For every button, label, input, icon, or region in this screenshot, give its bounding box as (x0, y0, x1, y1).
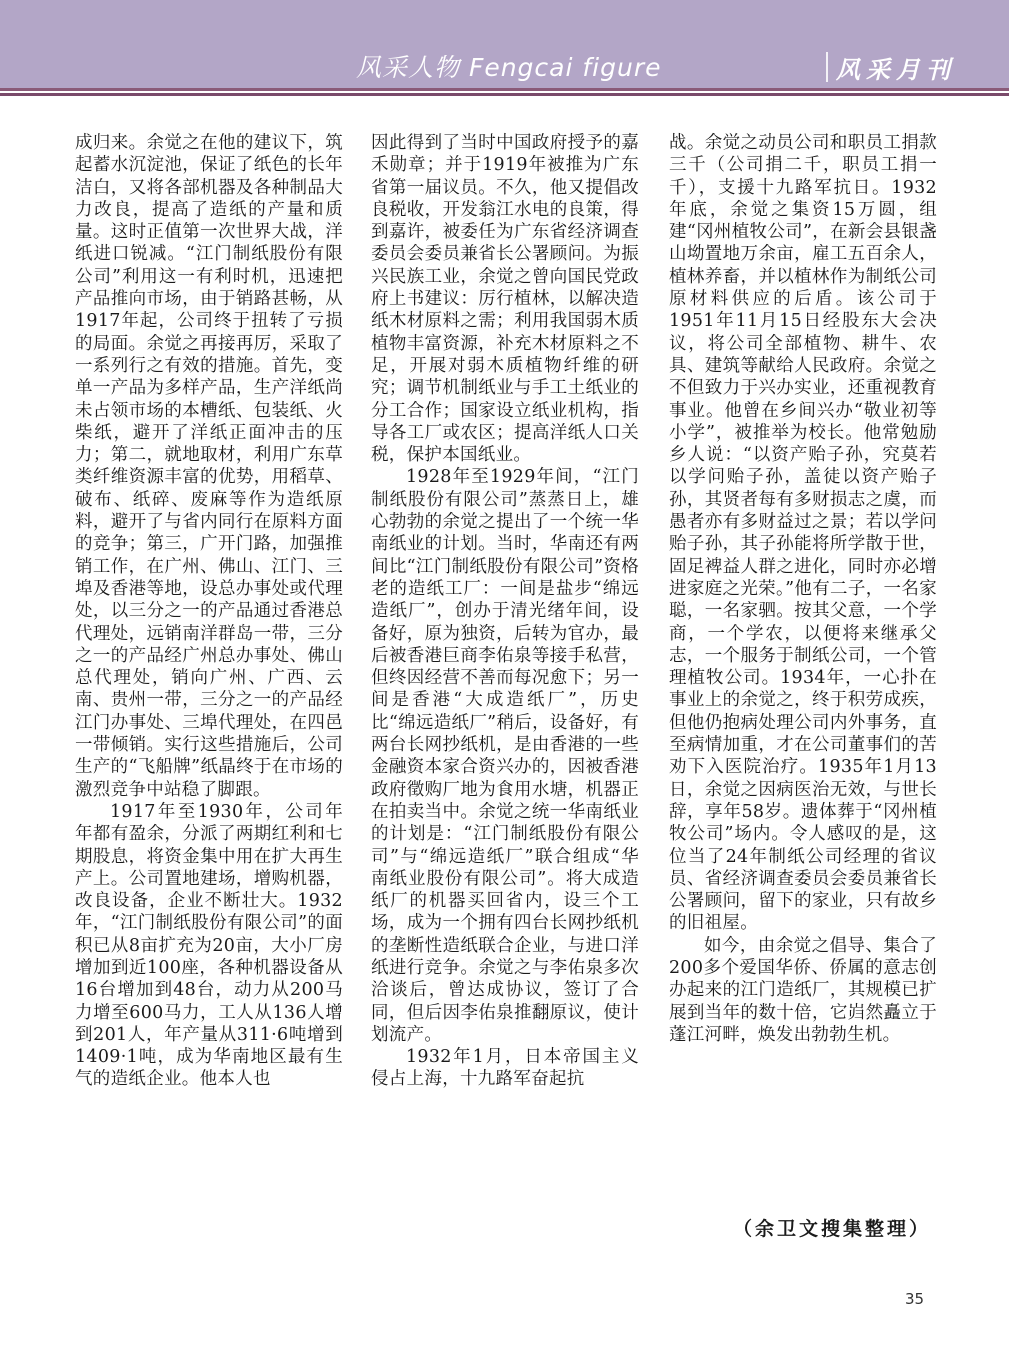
paragraph: 因此得到了当时中国政府授予的嘉禾勋章；并于1919年被推为广东省第一届议员。不久，他又提倡改良税收，开发翁江水电的良策，得到嘉许，被委任为广东省经济调查委员会委员兼省长公署顾问。为振兴民族工业，余觉之曾向国民党政府上书建议：厉行植林，以解决造纸木材原料之需；利用我国弱木质植物丰富资源，补充木材原料之不足，开展对弱木质植物纤维的研究；调节机制纸业与手工土纸业的分工合作；国家设立纸业机构，指导各工厂或农区；提高洋纸人口关税，保护本国纸业。 (371, 133, 639, 466)
paragraph: 成归来。余觉之在他的建议下，筑起蓄水沉淀池，保证了纸色的长年洁白，又将各部机器及各种制品大力改良，提高了造纸的产量和质量。这时正值第一次世界大战，洋纸进口锐减。“江门制纸股份有限公司”利用这一有利时机，迅速把产品推向市场，由于销路甚畅，从1917年起，公司终于扭转了亏损的局面。余觉之再接再厉，采取了一系列行之有效的措施。首先，变单一产品为多样产品，生产洋纸尚未占领市场的本槽纸、包装纸、火柴纸，避开了洋纸正面冲击的压力；第二，就地取材，利用广东草类纤维资源丰富的优势，用稻草、破布、纸碎、废麻等作为造纸原料，避开了与省内同行在原料方面的竞争；第三，广开门路，加强推销工作，在广州、佛山、江门、三埠及香港等地，设总办事处或代理处，以三分之一的产品通过香港总代理处，远销南洋群岛一带，三分之一的产品经广州总办事处、佛山总代理处，销向广州、广西、云南、贵州一带，三分之一的产品经江门办事处、三埠代理处，在四邑一带倾销。实行这些措施后，公司生产的“飞船牌”纸晶终于在市场的激烈竞争中站稳了脚跟。 (75, 133, 343, 800)
paragraph: 1917年至1930年，公司年年都有盈余，分派了两期红利和七期股息，将资金集中用在扩大再生产上。公司置地建场，增购机器，改良设备，企业不断壮大。1932年，“江门制纸股份有限公司”的面积已从8亩扩充为20亩，大小厂房增加到近100座，各种机器设备从16台增加到48台，动力从200马力增至600马力，工人从136人增到201人，年产量从311·6吨增到1409·1吨，成为华南地区最有生气的造纸企业。他本人也 (75, 801, 343, 1090)
section-title: 风采人物 Fengcai figure (356, 53, 662, 82)
paragraph: 1932年1月，日本帝国主义侵占上海，十九路军奋起抗 (371, 1047, 639, 1090)
article-column-3 (669, 132, 937, 1272)
paragraph: 1928年至1929年间，“江门制纸股份有限公司”蒸蒸日上，雄心勃勃的余觉之提出了一个统一华南纸业的计划。当时，华南还有两间比“江门制纸股份有限公司”资格老的造纸工厂：一间是盐步“绵远造纸厂”，创办于清光绪年间，设备好，原为独资，后转为官办，最后被香港巨商李佑泉等接手私营，但终因经营不善而每况愈下；另一间是香港“大成造纸厂”，历史比“绵远造纸厂”稍后，设备好，有两台长网抄纸机，是由香港的一些金融资本家合资兴办的，因被香港政府徵购厂地为食用水塘，机器正在拍卖当中。余觉之统一华南纸业的计划是：“江门制纸股份有限公司”与“绵远造纸厂”联合组成“华南纸业股份有限公司”。将大成造纸厂的机器买回省内，设三个工场，成为一个拥有四台长网抄纸机的垄断性造纸联合企业，与进口洋纸进行竞争。余觉之与李佑泉多次洽谈后，曾达成协议，签订了合同，但后因李佑泉推翻原议，使计划流产。 (371, 467, 639, 1045)
author-credit: （余卫文搜集整理） (733, 1218, 932, 1240)
header-divider (0, 93, 1009, 96)
article-column-2 (371, 132, 639, 1272)
magazine-title: 风采月刊 (836, 56, 956, 84)
paragraph: 如今，由余觉之倡导、集合了200多个爱国华侨、侨属的意志创办起来的江门造纸厂，其规模已扩展到当年的数十倍，它岿然矗立于蓬江河畔，焕发出勃勃生机。 (669, 935, 937, 1045)
article-column-1 (75, 132, 343, 1272)
header-divider (0, 88, 1009, 91)
page-number: 35 (905, 1290, 925, 1308)
paragraph: 战。余觉之动员公司和职员工捐款三千（公司捐二千，职员工捐一千），支援十九路军抗日。1932年底，余觉之集资15万圆，组建“冈州植牧公司”，在新会县银盏山坳置地万余亩，雇工五百余人，植林养畜，并以植林作为制纸公司原材料供应的后盾。该公司于1951年11月15日经股东大会决议，将公司全部植物、耕牛、农具、建筑等献给人民政府。余觉之不但致力于兴办实业，还重视教育事业。他曾在乡间兴办“敬业初等小学”，被推举为校长。他常勉励乡人说：“以资产贻子孙，究莫若以学问贻子孙，盖徒以资产贻子孙，其贤者每有多财损志之虞，而愚者亦有多财益过之景；若以学问贻子孙，其子孙能将所学散于世，固足裨益人群之进化，同时亦必增进家庭之光荣。”他有二子，一名家聪，一名家驷。按其父意，一个学商，一个学农，以便将来继承父志，一个服务于制纸公司，一个管理植牧公司。1934年，一心扑在事业上的余觉之，终于积劳成疾，但他仍抱病处理公司内外事务，直至病情加重，才在公司董事们的苦劝下入医院治疗。1935年1月13日，余觉之因病医治无效，与世长辞，享年58岁。遗体葬于“冈州植牧公司”场内。令人感叹的是，这位当了24年制纸公司经理的省议员、省经济调查委员会委员兼省长公署顾问，留下的家业，只有故乡的旧祖屋。 (669, 133, 937, 934)
header-separator (826, 52, 828, 82)
